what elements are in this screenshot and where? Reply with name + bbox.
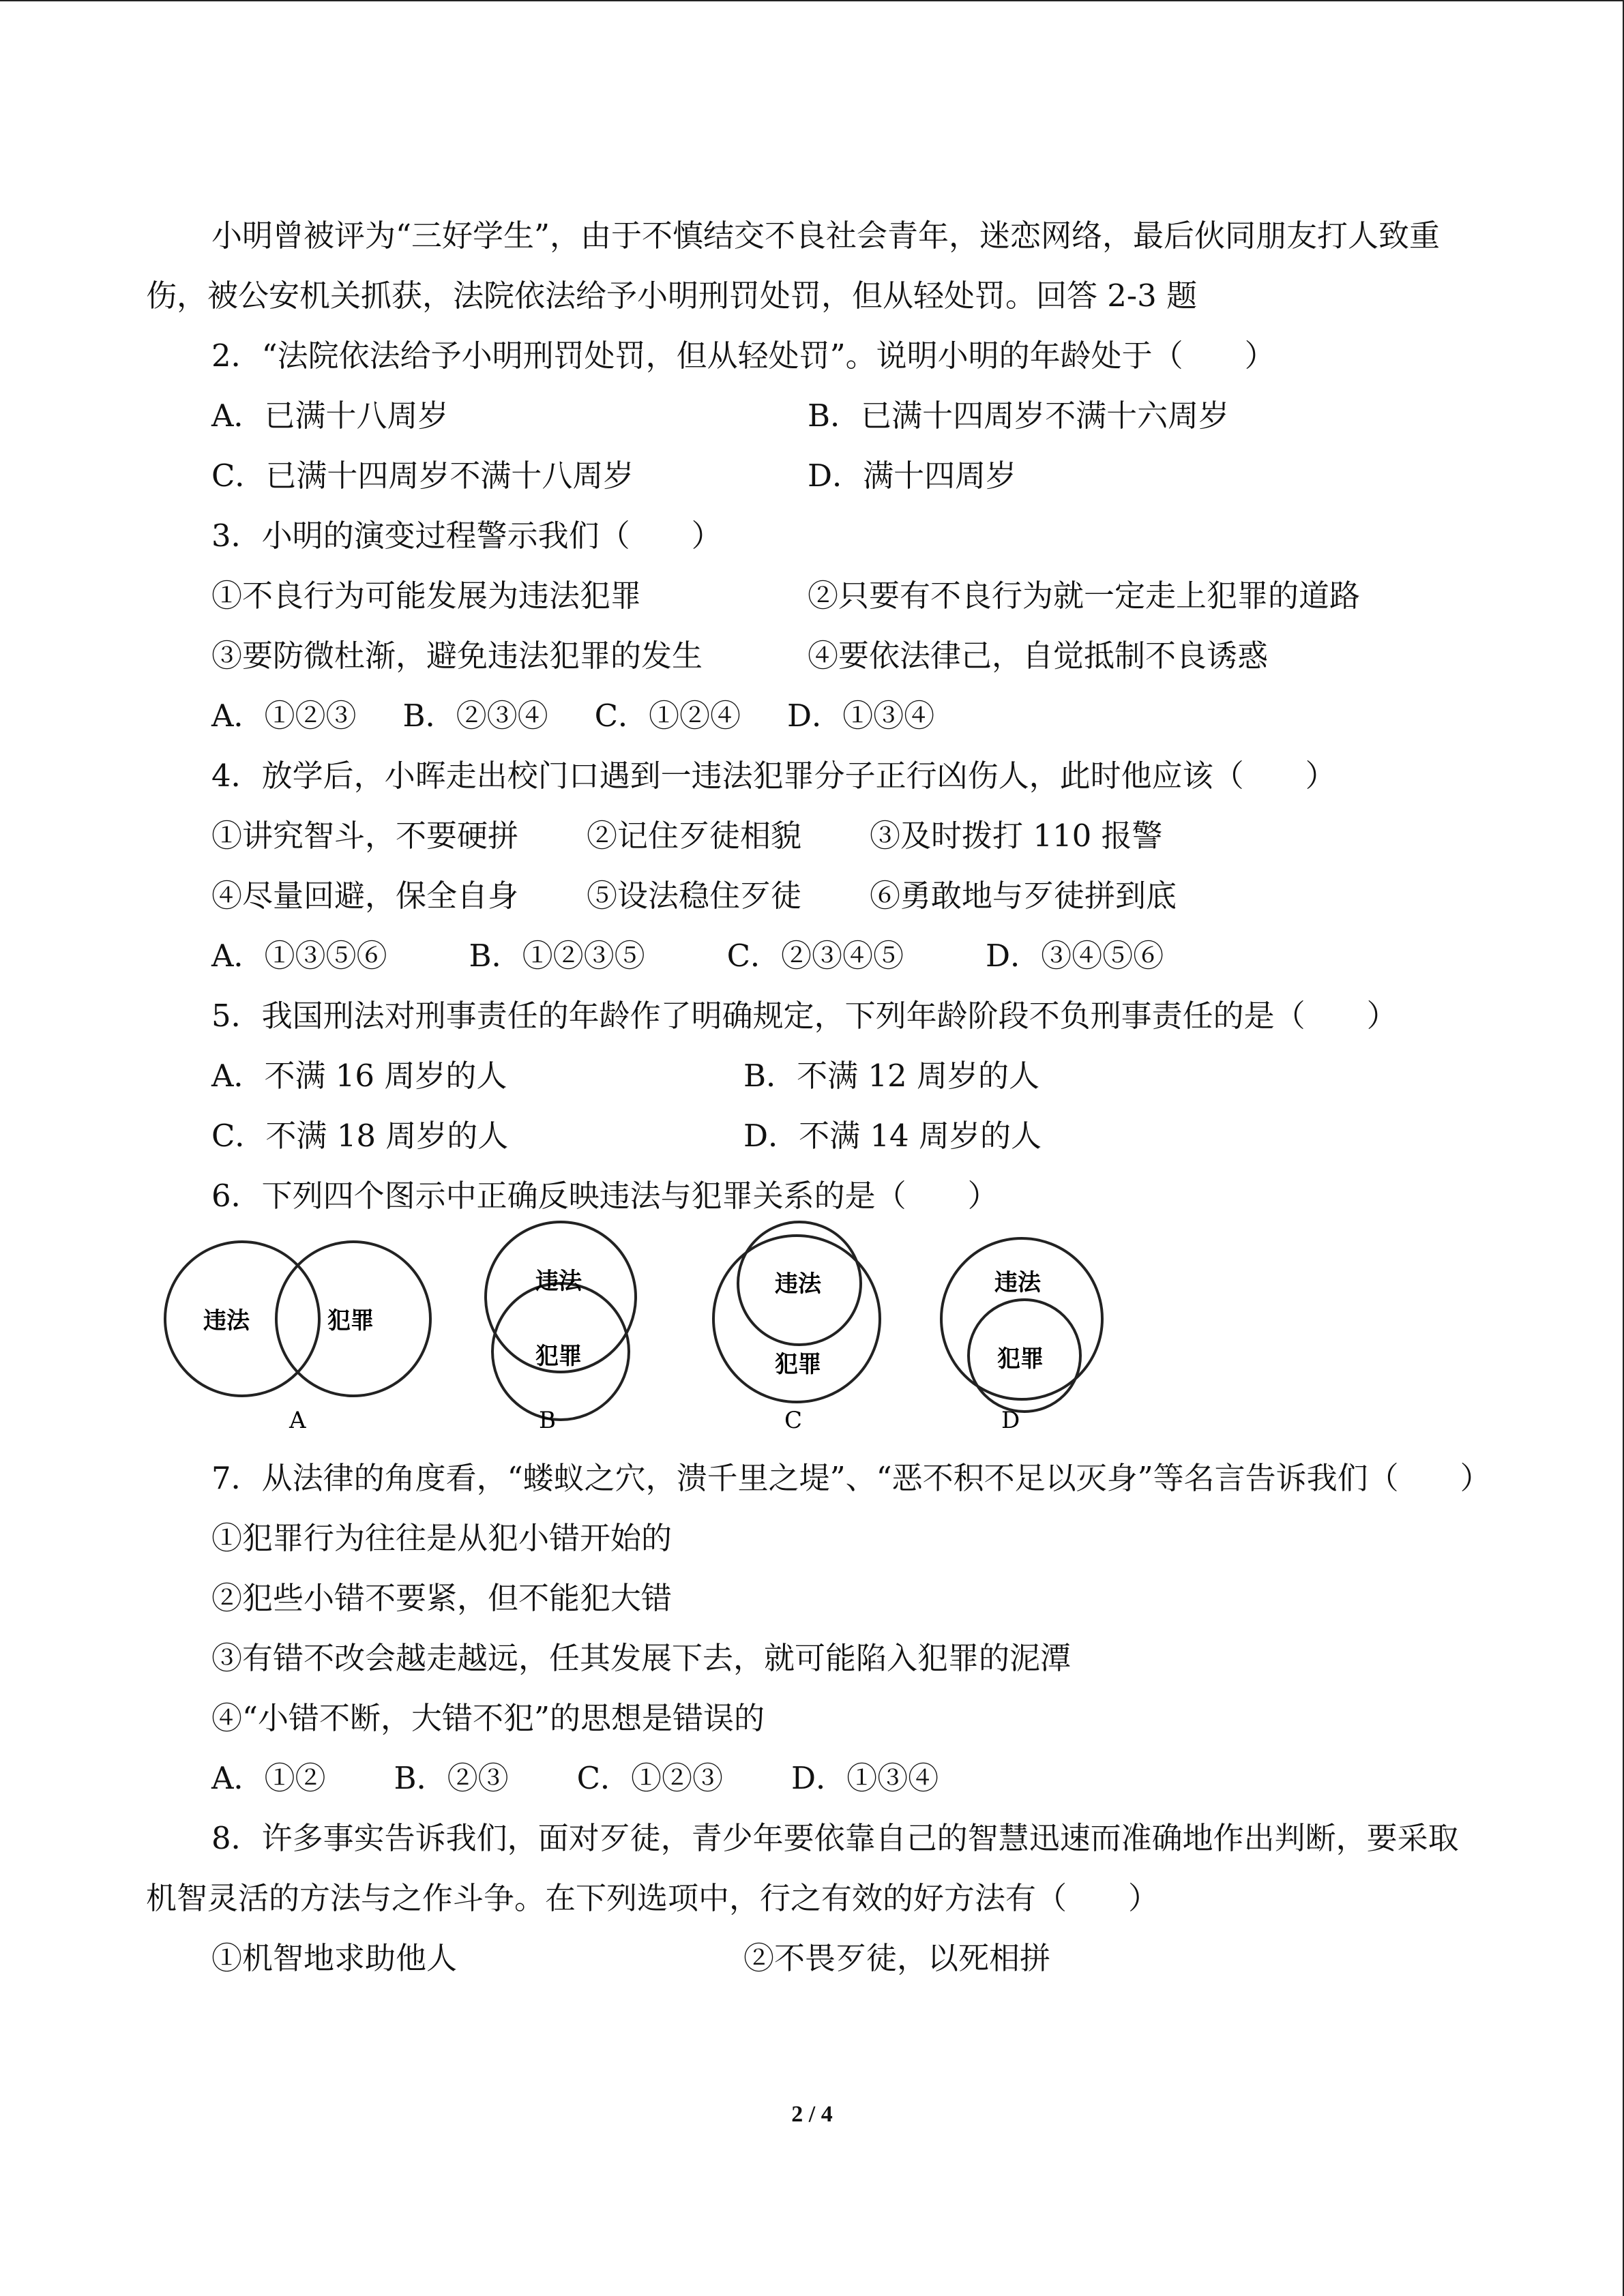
document-body — [146, 206, 1491, 1988]
q3-option-b[interactable]: B．②③④ — [402, 698, 548, 734]
q5-option-b[interactable]: B．不满 12 周岁的人 — [743, 1058, 1039, 1094]
q6-diagrams — [146, 1236, 1483, 1433]
diagram-c-label: C — [784, 1407, 803, 1433]
diagram-d-inner-text: 犯罪 — [997, 1345, 1044, 1373]
diagram-c-outer-text: 犯罪 — [775, 1351, 821, 1378]
q6-stem: 6．下列四个图示中正确反映违法与犯罪关系的是（ ） — [211, 1178, 999, 1214]
q3-option-a[interactable]: A．①②③ — [211, 698, 357, 734]
q2-option-a[interactable]: A．已满十八周岁 — [211, 398, 449, 434]
q2-options-row1 — [146, 386, 1483, 446]
q8-items-row1 — [146, 1928, 1483, 1988]
q3-items-row2 — [146, 626, 1483, 686]
diagram-b-label: B — [539, 1407, 556, 1433]
q4-option-a[interactable]: A．①③⑤⑥ — [211, 938, 387, 974]
diagram-b-inner-text: 犯罪 — [535, 1343, 582, 1370]
q4-stem: 4．放学后，小晖走出校门口遇到一违法犯罪分子正行凶伤人，此时他应该（ ） — [211, 758, 1336, 794]
q7-item-3: ③有错不改会越走越远，任其发展下去，就可能陷入犯罪的泥潭 — [211, 1640, 1072, 1676]
q3-options — [146, 686, 1483, 746]
q2-options-row2 — [146, 446, 1483, 506]
q3-item-3: ③要防微杜渐，避免违法犯罪的发生 — [211, 638, 703, 674]
diagram-b-outer-text: 违法 — [535, 1268, 582, 1295]
q7-item-2: ②犯些小错不要紧，但不能犯大错 — [211, 1580, 673, 1616]
page-number: 2 / 4 — [791, 2102, 833, 2127]
q3-item-4: ④要依法律己，自觉抵制不良诱惑 — [808, 638, 1269, 674]
diagram-c-inner-text: 违法 — [775, 1270, 821, 1298]
q4-item-4: ④尽量回避，保全自身 — [211, 878, 519, 914]
q3-items-row1 — [146, 566, 1483, 626]
q3-option-d[interactable]: D．①③④ — [787, 698, 935, 734]
q4-items-row2 — [146, 866, 1483, 926]
q3-item-1: ①不良行为可能发展为违法犯罪 — [211, 578, 642, 614]
q2-option-b[interactable]: B．已满十四周岁不满十六周岁 — [808, 398, 1230, 434]
diagram-a[interactable] — [165, 1242, 430, 1433]
q4-item-6: ⑥勇敢地与歹徒拼到底 — [870, 878, 1177, 914]
diagram-c[interactable] — [713, 1222, 880, 1433]
q7-option-c[interactable]: C．①②③ — [576, 1760, 724, 1796]
diagram-b[interactable] — [486, 1222, 636, 1433]
q5-option-c[interactable]: C．不满 18 周岁的人 — [211, 1118, 509, 1154]
q7-options — [146, 1748, 1483, 1808]
q2-option-d[interactable]: D．满十四周岁 — [808, 458, 1017, 494]
diagram-a-outer-text: 违法 — [203, 1307, 250, 1335]
intro-paragraph: 小明曾被评为“三好学生”，由于不慎结交不良社会青年，迷恋网络，最后伙同朋友打人致重伤，被公安机关抓获，法院依法给予小明刑罚处罚，但从轻处罚。回答 2-3 题 — [146, 218, 1441, 314]
q4-item-2: ②记住歹徒相貌 — [587, 818, 802, 854]
q5-options-row2 — [146, 1106, 1483, 1166]
q7-option-d[interactable]: D．①③④ — [791, 1760, 939, 1796]
q4-option-d[interactable]: D．③④⑤⑥ — [986, 938, 1164, 974]
q7-option-a[interactable]: A．①② — [211, 1760, 326, 1796]
q3-option-c[interactable]: C．①②④ — [594, 698, 741, 734]
q8-stem: 8．许多事实告诉我们，面对歹徒，青少年要依靠自己的智慧迅速而准确地作出判断，要采取机智灵活的方法与之作斗争。在下列选项中，行之有效的好方法有（ ） — [146, 1820, 1459, 1916]
q7-item-1: ①犯罪行为往往是从犯小错开始的 — [211, 1520, 673, 1556]
q5-option-d[interactable]: D．不满 14 周岁的人 — [743, 1118, 1042, 1154]
diagram-a-label: A — [289, 1407, 306, 1433]
q8-item-2: ②不畏歹徒，以死相拼 — [743, 1940, 1051, 1976]
diagram-d-label: D — [1001, 1407, 1020, 1433]
q3-stem: 3．小明的演变过程警示我们（ ） — [211, 518, 722, 554]
q4-item-3: ③及时拨打 110 报警 — [870, 818, 1163, 854]
q6-diagram-svg — [0, 1215, 1624, 1433]
q7-item-4: ④“小错不断，大错不犯”的思想是错误的 — [211, 1700, 765, 1736]
q5-stem: 5．我国刑法对刑事责任的年龄作了明确规定，下列年龄阶段不负刑事责任的是（ ） — [211, 998, 1398, 1034]
page-border-top — [0, 0, 1624, 1]
q3-item-2: ②只要有不良行为就一定走上犯罪的道路 — [808, 578, 1361, 614]
q4-options — [146, 926, 1483, 986]
q4-items-row1 — [146, 806, 1483, 866]
q7-stem: 7．从法律的角度看，“蝼蚁之穴，溃千里之堤”、“恶不积不足以灭身”等名言告诉我们（ ） — [211, 1460, 1491, 1496]
diagram-d[interactable] — [941, 1238, 1102, 1433]
q4-option-c[interactable]: C．②③④⑤ — [726, 938, 904, 974]
q7-option-b[interactable]: B．②③ — [394, 1760, 509, 1796]
q2-stem: 2．“法院依法给予小明刑罚处罚，但从轻处罚”。说明小明的年龄处于（ ） — [211, 338, 1275, 374]
q5-options-row1 — [146, 1046, 1483, 1106]
q5-option-a[interactable]: A．不满 16 周岁的人 — [211, 1058, 507, 1094]
diagram-d-outer-text: 违法 — [994, 1269, 1041, 1296]
q2-option-c[interactable]: C．已满十四周岁不满十八周岁 — [211, 458, 634, 494]
q4-option-b[interactable]: B．①②③⑤ — [469, 938, 645, 974]
q4-item-5: ⑤设法稳住歹徒 — [587, 878, 802, 914]
diagram-a-inner-text: 犯罪 — [327, 1307, 374, 1335]
q8-item-1: ①机智地求助他人 — [211, 1940, 458, 1976]
q4-item-1: ①讲究智斗，不要硬拼 — [211, 818, 519, 854]
